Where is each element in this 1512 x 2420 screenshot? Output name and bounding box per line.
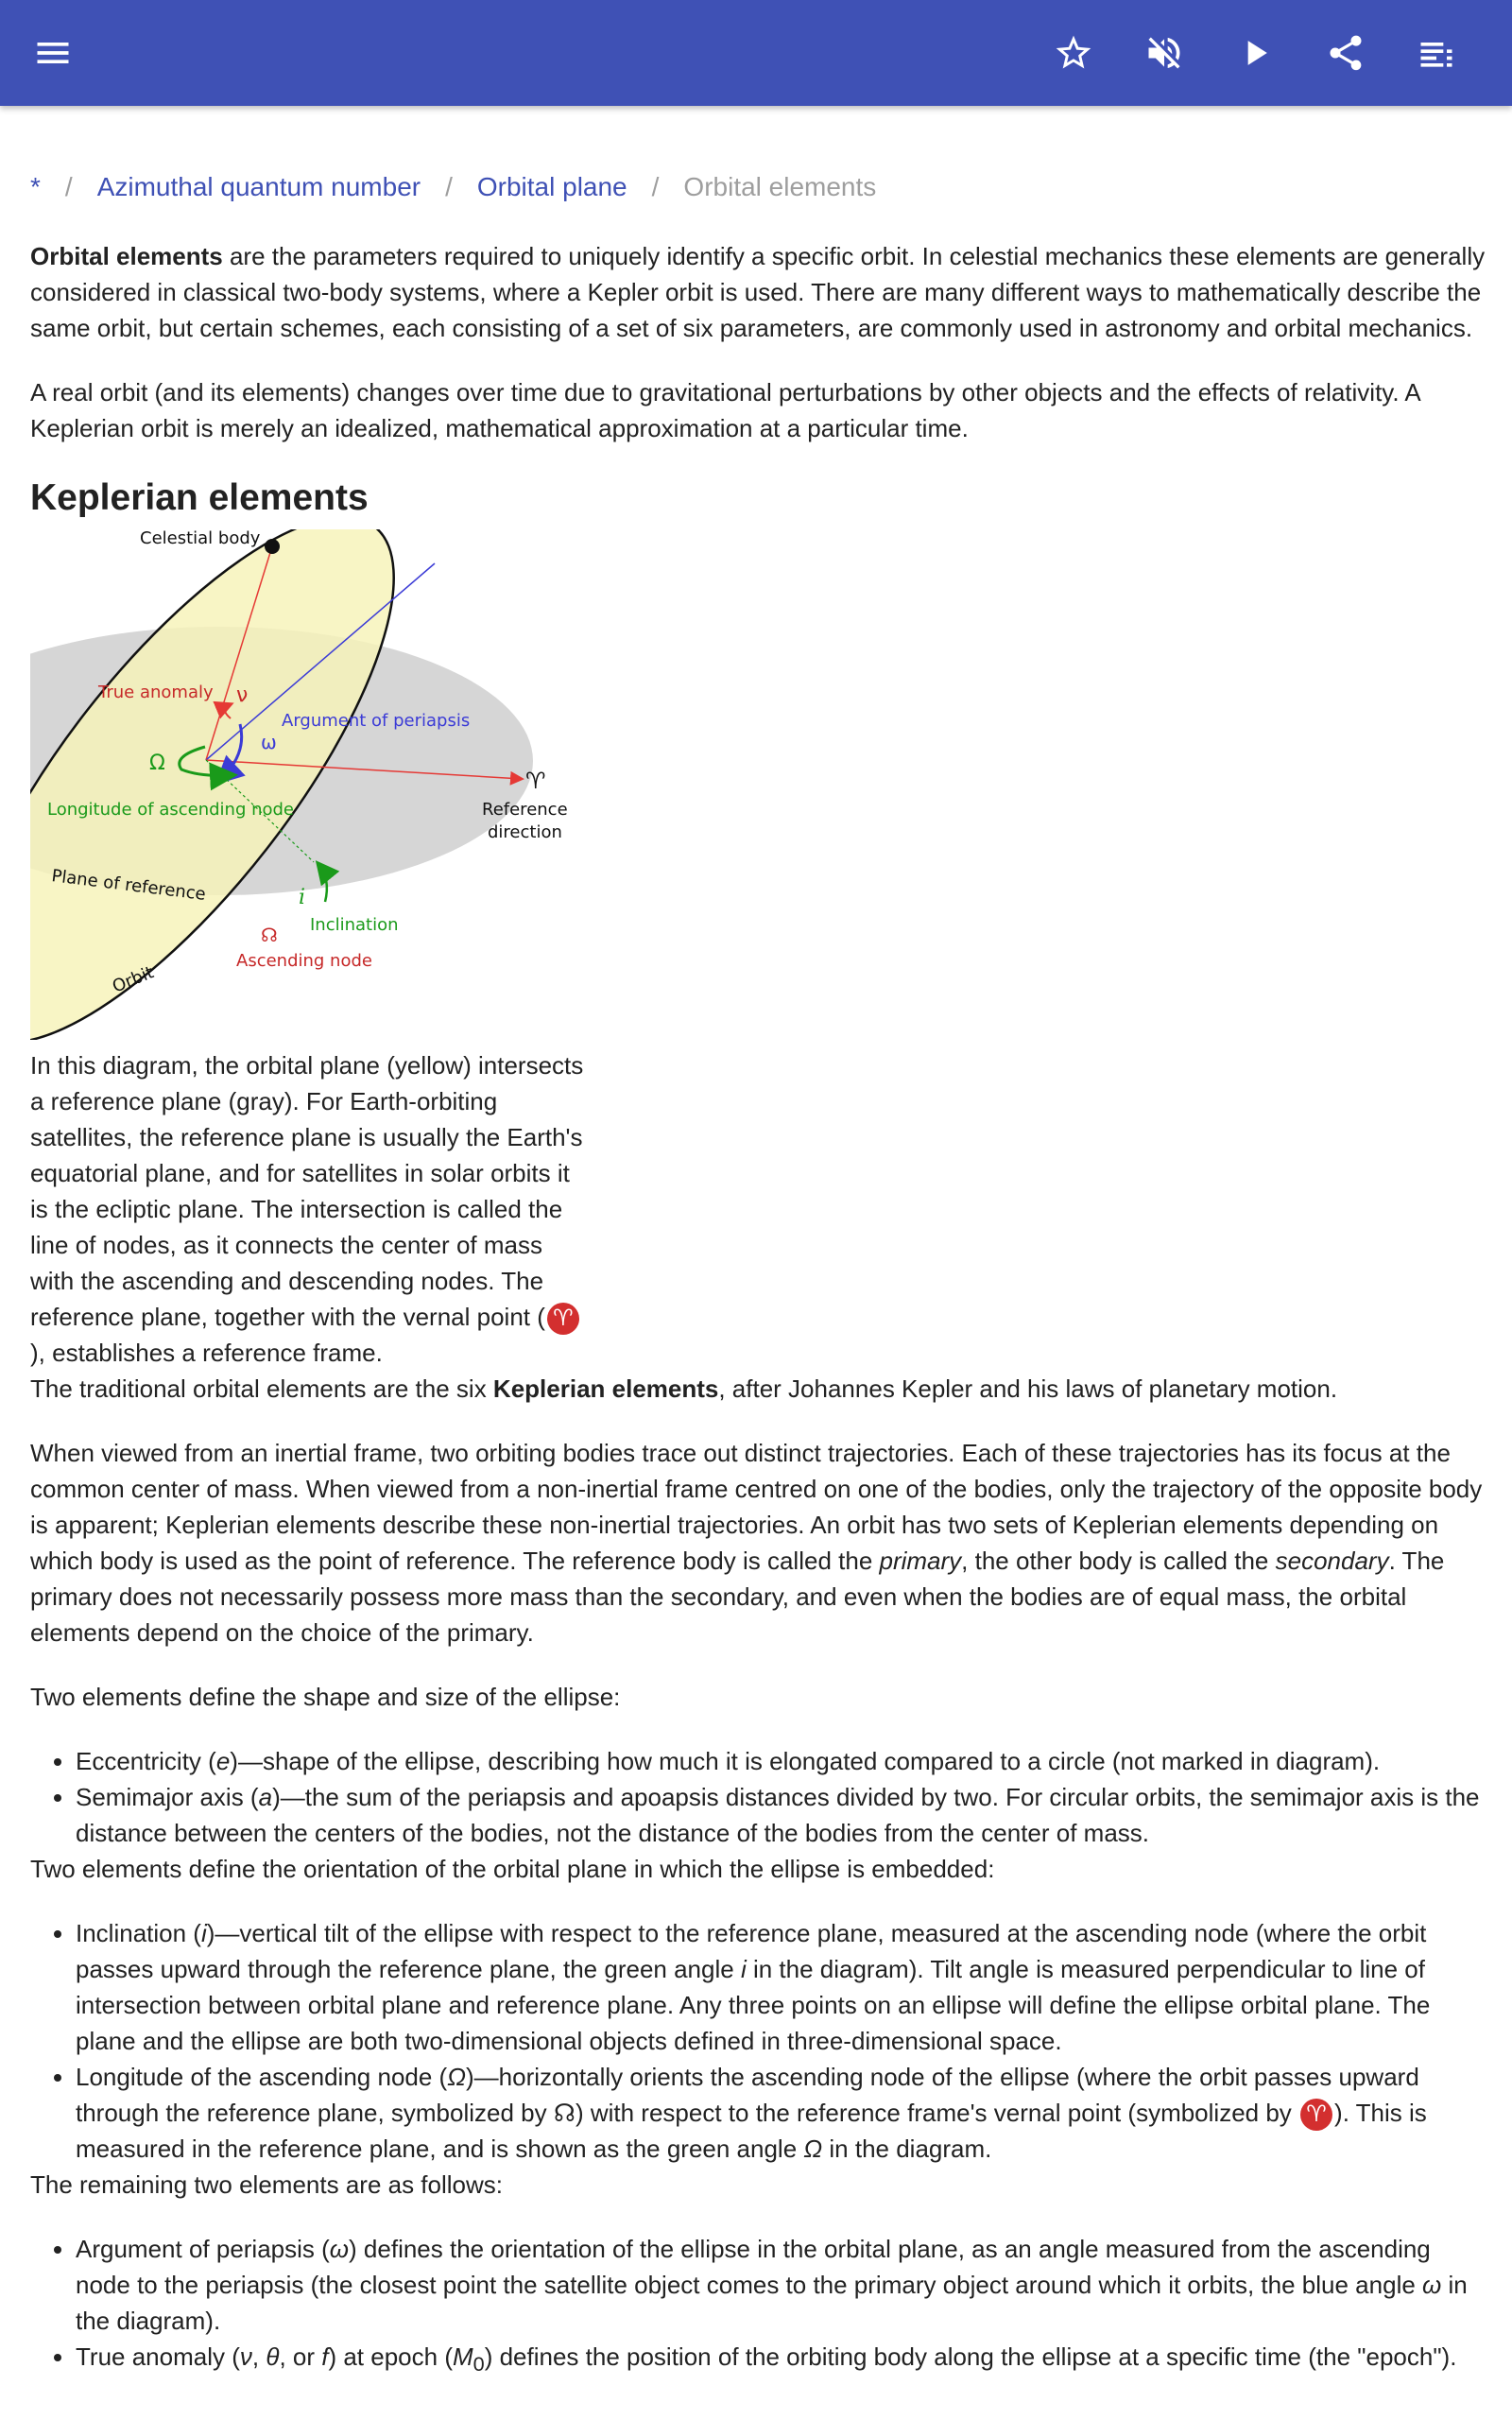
symbol: M xyxy=(452,2342,473,2372)
label-argument-of-periapsis: Argument of periapsis xyxy=(282,711,471,731)
paragraph-inertial xyxy=(30,1435,1486,1651)
list-item-semimajor-axis xyxy=(76,1779,1486,1851)
shape-elements-list xyxy=(30,1743,1486,1851)
label-nu: ν xyxy=(236,683,249,707)
label-reference-direction: direction xyxy=(488,822,562,842)
breadcrumb-separator: / xyxy=(651,172,660,201)
text: Semimajor axis ( xyxy=(76,1783,259,1812)
text: ), establishes a reference frame. xyxy=(30,1339,383,1368)
text: )—horizontally orients the ascending node of the ellipse (where the orbit passes upward through the reference plane, symbolized by xyxy=(76,2063,1419,2128)
breadcrumb-separator: / xyxy=(445,172,453,201)
bold-term: Keplerian elements xyxy=(492,1374,719,1404)
label-ascending-node: Ascending node xyxy=(236,951,372,971)
symbol: ω xyxy=(329,2235,350,2264)
orientation-elements-list xyxy=(30,1915,1486,2167)
label-longitude: Longitude of ascending node xyxy=(47,800,295,820)
text: . The primary does not necessarily possess more mass than the secondary, and even when the bodies are of equal mass, the orbital elements depend on the choice of the primary. xyxy=(30,1547,1445,1648)
label-inclination-symbol: i xyxy=(299,886,306,909)
label-plane-of-reference: Plane of reference xyxy=(50,866,207,905)
italic-term: primary xyxy=(879,1547,962,1576)
text: The traditional orbital elements are the six xyxy=(30,1374,493,1404)
text: ) defines the orientation of the ellipse in the orbital plane, as an angle measured from the ascending node to the periapsis (the closest point the satellite object comes to the primary object around which it orbits, the blue angle xyxy=(76,2235,1431,2300)
symbol: Ω xyxy=(803,2135,823,2164)
playlist-icon[interactable] xyxy=(1406,23,1467,83)
orbital-elements-diagram[interactable] xyxy=(30,529,607,1040)
label-true-anomaly: True anomaly xyxy=(98,683,214,702)
paragraph-traditional xyxy=(30,1371,1486,1407)
breadcrumb-separator: / xyxy=(64,172,73,201)
paragraph-remaining: The remaining two elements are as follows: xyxy=(30,2170,504,2200)
text: in the diagram). xyxy=(76,2271,1468,2336)
text: , after Johannes Kepler and his laws of planetary motion. xyxy=(718,1374,1338,1404)
list-item-true-anomaly xyxy=(76,2339,1486,2382)
paragraph-shape: Two elements define the shape and size of the ellipse: xyxy=(30,1683,621,1712)
symbol: ν xyxy=(239,2342,252,2372)
hamburger-menu-icon[interactable] xyxy=(23,23,83,83)
text: are the parameters required to uniquely identify a specific orbit. In celestial mechanics these elements are generally considered in classical two-body systems, where a Kepler orbit is used. There are many different ways to mathematically describe the same orbit, but certain schemes, each consisting of a set of six parameters, are commonly used in astronomy and orbital mechanics. xyxy=(30,242,1486,342)
breadcrumb xyxy=(30,168,876,206)
label-celestial-body: Celestial body xyxy=(140,529,261,548)
text: In this diagram, the orbital plane (yellow) intersects a reference plane (gray). For Earth-orbiting satellites, the reference plane is usually the Earth's equatorial plane, and for satellites in solar orbits it is the ecliptic plane. The intersection is called the line of nodes, as it connects the center of mass with the ascending and descending nodes. The reference plane, together with the vernal point ( xyxy=(30,1051,584,1331)
text: )—shape of the ellipse, describing how much it is elongated compared to a circle (not marked in diagram). xyxy=(230,1747,1381,1776)
text: Longitude of the ascending node ( xyxy=(76,2063,448,2092)
label-ascending-node-symbol: ☊ xyxy=(261,924,278,946)
text: Argument of periapsis ( xyxy=(76,2235,330,2264)
text: ) with respect to the reference frame's vernal point (symbolized by xyxy=(575,2099,1299,2128)
symbol: ω xyxy=(1422,2271,1442,2300)
section-heading: Keplerian elements xyxy=(30,477,369,518)
text: )—the sum of the periapsis and apoapsis distances divided by two. For circular orbits, the semimajor axis is the distance between the centers of the bodies, not the distance of the bodies from the center of mass. xyxy=(76,1783,1480,1848)
text: in the diagram). Tilt angle is measured perpendicular to line of intersection between orbital plane and reference plane. Any three points on an ellipse will define the ellipse orbital plane. The plane and the ellipse are both two-dimensional objects defined in three-dimensional space. xyxy=(76,1955,1431,2056)
symbol: e xyxy=(215,1747,231,1776)
symbol: i xyxy=(740,1955,747,1984)
text: in the diagram. xyxy=(822,2135,992,2164)
list-item-argument-of-periapsis xyxy=(76,2231,1486,2339)
share-icon[interactable] xyxy=(1315,23,1376,83)
label-reference-direction: Reference xyxy=(482,800,568,820)
text: Eccentricity ( xyxy=(76,1747,216,1776)
bold-term: Orbital elements xyxy=(30,242,223,270)
label-inclination: Inclination xyxy=(310,915,399,935)
text: ). This is measured in the reference plane, and is shown as the green angle xyxy=(76,2099,1427,2164)
list-item-longitude-ascending-node xyxy=(76,2059,1486,2167)
text: , the other body is called the xyxy=(961,1547,1276,1576)
remaining-elements-list xyxy=(30,2231,1486,2382)
text: )—vertical tilt of the ellipse with respect to the reference plane, measured at the ascending node (where the orbit passes upward through the reference plane, the green angle xyxy=(76,1919,1427,1984)
app-bar xyxy=(0,0,1512,106)
diagram-caption xyxy=(30,1047,588,1371)
symbol: f xyxy=(321,2342,329,2372)
breadcrumb-home-link[interactable]: * xyxy=(30,172,41,201)
article-content xyxy=(30,238,1486,2382)
paragraph-orientation: Two elements define the orientation of the orbital plane in which the ellipse is embedded: xyxy=(30,1855,995,1884)
text: True anomaly ( xyxy=(76,2342,240,2372)
celestial-body-dot xyxy=(265,539,280,554)
symbol: a xyxy=(258,1783,273,1812)
text: , xyxy=(251,2342,266,2372)
text: , or xyxy=(279,2342,322,2372)
breadcrumb-link-orbital-plane[interactable]: Orbital plane xyxy=(476,172,627,201)
aries-icon: ♈ xyxy=(1300,2099,1332,2131)
label-orbit: Orbit xyxy=(110,962,157,997)
list-item-inclination xyxy=(76,1915,1486,2059)
ascending-node-icon: ☊ xyxy=(553,2099,576,2128)
aries-icon: ♈ xyxy=(547,1303,579,1335)
breadcrumb-current: Orbital elements xyxy=(683,172,877,201)
text: When viewed from an inertial frame, two orbiting bodies trace out distinct trajectories. Each of these trajectories has its focus at the common center of mass. When viewed from a non-inertial frame centred on one of the bodies, only the trajectory of the opposite body is apparent; Keplerian elements describe these non-inertial trajectories. An orbit has two sets of Keplerian elements depending on which body is used as the point of reference. The reference body is called the xyxy=(30,1439,1483,1576)
text: ) defines the position of the orbiting body along the ellipse at a specific time (the "epoch"). xyxy=(484,2342,1457,2372)
star-icon[interactable] xyxy=(1043,23,1104,83)
volume-off-icon[interactable] xyxy=(1134,23,1194,83)
symbol: i xyxy=(200,1919,207,1948)
symbol: θ xyxy=(266,2342,280,2372)
symbol: Ω xyxy=(447,2063,466,2092)
italic-term: secondary xyxy=(1275,1547,1389,1576)
play-icon[interactable] xyxy=(1225,23,1285,83)
label-aries: ♈ xyxy=(525,768,546,794)
intro-paragraph-2: A real orbit (and its elements) changes over time due to gravitational perturbations by other objects and the effects of relativity. A Keplerian orbit is merely an idealized, mathematical approximation at a particular time. xyxy=(30,378,1420,442)
label-omega-small: ω xyxy=(261,731,277,753)
intro-paragraph xyxy=(30,238,1486,346)
text: ) at epoch ( xyxy=(328,2342,453,2372)
subscript: 0 xyxy=(472,2352,485,2377)
text: Inclination ( xyxy=(76,1919,201,1948)
list-item-eccentricity xyxy=(76,1743,1486,1779)
label-omega-big: Ω xyxy=(149,752,165,775)
breadcrumb-link-azimuthal[interactable]: Azimuthal quantum number xyxy=(96,172,421,201)
